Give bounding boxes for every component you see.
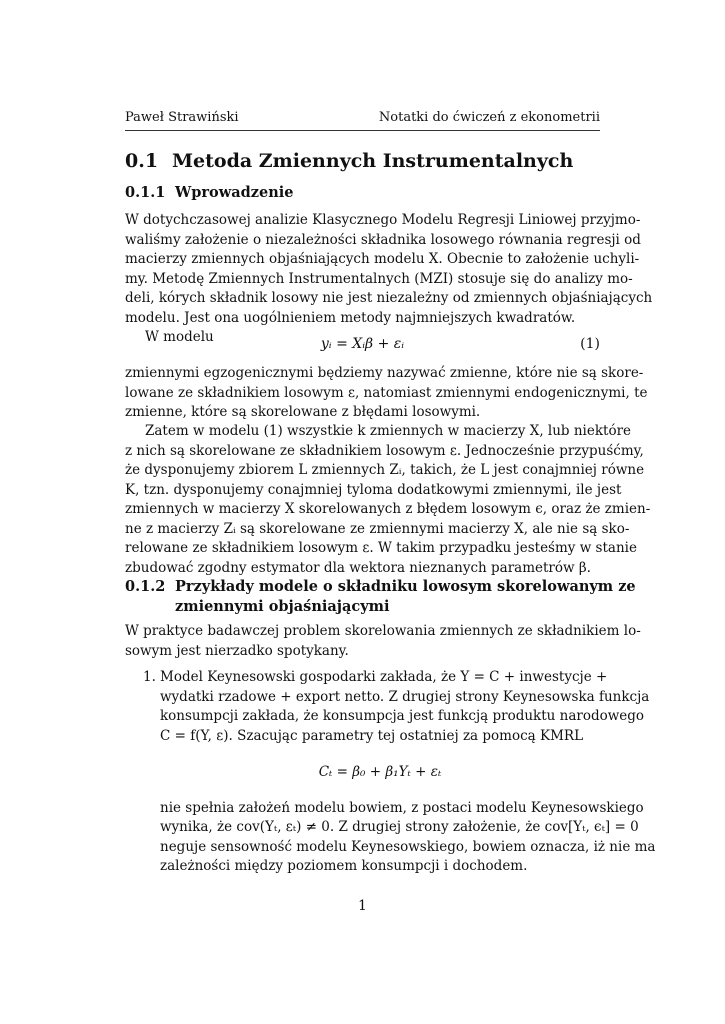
subsection-title-1: Wprowadzenie xyxy=(175,184,294,201)
intro-paragraph xyxy=(125,211,653,348)
text-line: sowym jest nierzadko spotykany. xyxy=(125,642,349,659)
subsection-heading-1 xyxy=(125,184,294,201)
section-number: 0.1 xyxy=(125,150,159,172)
text-line: ne z macierzy Zᵢ są skorelowane ze zmiennymi macierzy X, ale nie są sko- xyxy=(125,520,630,537)
text-line: deli, kórych składnik losowy nie jest niezależny od zmiennych objaśniających xyxy=(125,290,653,306)
text-line: my. Metodę Zmiennych Instrumentalnych (MZI) stosuje się do analizy mo- xyxy=(125,270,633,287)
text-line: zmiennymi egzogenicznymi będziemy nazywać zmienne, które nie są skore- xyxy=(125,365,644,381)
text-line: modelu. Jest ona uogólnieniem metody najmniejszych kwadratów. xyxy=(125,309,576,326)
header-author: Paweł Strawiński xyxy=(125,110,239,125)
list-item-body xyxy=(160,668,656,877)
text-line: Zatem w modelu (1) wszystkie k zmiennych w macierzy X, lub niektóre xyxy=(145,423,632,439)
text-line: Model Keynesowski gospodarki zakłada, że Y = C + inwestycje + xyxy=(160,669,608,685)
text-line: konsumpcji zakłada, że konsumpcja jest funkcją produktu narodowego xyxy=(160,708,645,724)
equation-1-number: (1) xyxy=(580,336,600,352)
text-line: zależności między poziomem konsumpcji i dochodem. xyxy=(160,858,528,874)
text-line: zmiennych w macierzy X skorelowanych z błędem losowym ϵ, oraz że zmien- xyxy=(125,501,651,517)
text-line: wydatki rzadowe + export netto. Z drugiej strony Keynesowska funkcja xyxy=(160,688,650,705)
subsection-title-2-line-1: Przykłady modele o składniku lowosym skorelowanym ze xyxy=(175,578,636,595)
paragraph-4 xyxy=(125,622,641,661)
text-line: z nich są skorelowane ze składnikiem losowym ε. Jednocześnie przypuśćmy, xyxy=(125,442,644,459)
text-line: zbudować zgodny estymator dla wektora nieznanych parametrów β. xyxy=(125,559,591,576)
subsection-title-2-line-2: zmiennymi objaśniającymi xyxy=(175,598,390,615)
paragraph-3 xyxy=(125,422,651,578)
header-rule xyxy=(125,130,600,131)
text-line: lowane ze składnikiem losowym ε, natomiast zmiennymi endogenicznymi, te xyxy=(125,384,648,401)
text-line: W modelu xyxy=(145,329,214,345)
text-line: zmienne, które są skorelowane z błędami losowymi. xyxy=(125,404,481,420)
text-line: K, tzn. dysponujemy conajmniej tyloma dodatkowymi zmiennymi, ile jest xyxy=(125,481,622,498)
list-item-marker: 1. xyxy=(143,669,156,685)
subsection-number-2: 0.1.2 xyxy=(125,578,166,595)
text-line: że dysponujemy zbiorem L zmiennych Zᵢ, takich, że L jest conajmniej równe xyxy=(125,462,645,478)
equation-1 xyxy=(125,336,600,356)
text-line: neguje sensowność modelu Keynesowskiego, bowiem oznacza, iż nie ma xyxy=(160,838,656,855)
text-line: W praktyce badawczej problem skorelowania zmiennych ze składnikiem lo- xyxy=(125,623,641,639)
running-header xyxy=(125,110,600,128)
text-line: wynika, że cov(Yₜ, εₜ) ≠ 0. Z drugiej strony założenie, że cov[Yₜ, ϵₜ] = 0 xyxy=(160,819,639,835)
text-line: macierzy zmiennych objaśniających modelu X. Obecnie to założenie uchyli- xyxy=(125,251,640,267)
text-line: W dotychczasowej analizie Klasycznego Modelu Regresji Liniowej przyjmo- xyxy=(125,212,641,228)
text-line: waliśmy założenie o niezależności składnika losowego równania regresji od xyxy=(125,231,641,248)
text-line: relowane ze składnikiem losowym ε. W takim przypadku jesteśmy w stanie xyxy=(125,540,637,556)
text-line: C = f(Y, ε). Szacując parametry tej ostatniej za pomocą KMRL xyxy=(160,727,584,744)
page-number: 1 xyxy=(358,898,367,914)
list-item xyxy=(125,668,656,877)
equation-1-expression: yᵢ = Xᵢβ + εᵢ xyxy=(320,336,405,352)
section-heading xyxy=(125,150,573,172)
header-title: Notatki do ćwiczeń z ekonometrii xyxy=(378,110,600,125)
list-item-equation: Cₜ = β₀ + β₁Yₜ + εₜ xyxy=(318,764,442,780)
text-line: nie spełnia założeń modelu bowiem, z postaci modelu Keynesowskiego xyxy=(160,799,644,816)
paragraph-2 xyxy=(125,364,648,423)
section-title: Metoda Zmiennych Instrumentalnych xyxy=(172,150,574,172)
subsection-heading-2 xyxy=(125,577,636,617)
subsection-number-1: 0.1.1 xyxy=(125,184,166,201)
